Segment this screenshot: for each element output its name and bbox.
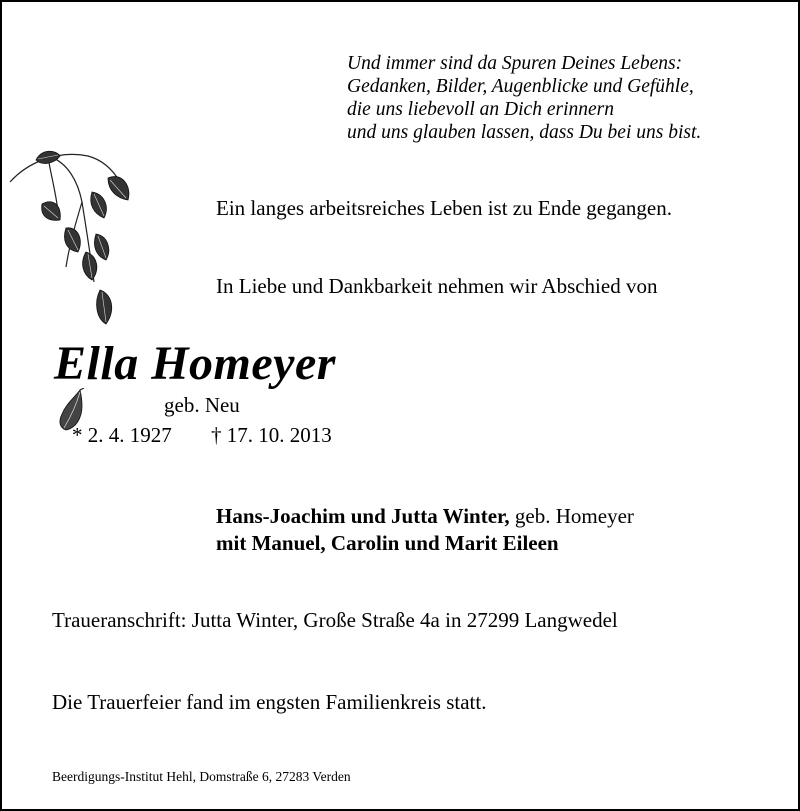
intro-line: Ein langes arbeitsreiches Leben ist zu Ende gegangen. (216, 196, 672, 220)
family-signature (216, 503, 634, 557)
death-date: † 17. 10. 2013 (211, 423, 332, 447)
ceremony-note: Die Trauerfeier fand im engsten Familienkreis statt. (52, 690, 487, 714)
family-names: Hans-Joachim und Jutta Winter, (216, 504, 510, 528)
poem-line: Und immer sind da Spuren Deines Lebens: (347, 53, 683, 74)
farewell-line: In Liebe und Dankbarkeit nehmen wir Abschied von (216, 274, 658, 298)
family-line (216, 503, 634, 530)
birth-name: geb. Neu (164, 393, 240, 417)
birth-date: * 2. 4. 1927 (72, 423, 172, 447)
undertaker-footer: Beerdigungs-Institut Hehl, Domstraße 6, 27283 Verden (52, 769, 351, 784)
poem-line: und uns glauben lassen, dass Du bei uns bist. (347, 122, 702, 143)
poem-line: Gedanken, Bilder, Augenblicke und Gefühle, (347, 76, 694, 97)
memorial-poem (347, 52, 701, 144)
life-dates (72, 423, 332, 448)
mourning-address: Traueranschrift: Jutta Winter, Große Straße 4a in 27299 Langwedel (52, 608, 618, 632)
family-maiden-name: geb. Homeyer (509, 504, 634, 528)
family-line (216, 530, 634, 557)
birch-branch-icon (8, 142, 138, 332)
family-grandchildren: mit Manuel, Carolin und Marit Eileen (216, 531, 559, 555)
deceased-name: Ella Homeyer (54, 337, 336, 390)
poem-line: die uns liebevoll an Dich erinnern (347, 99, 614, 120)
